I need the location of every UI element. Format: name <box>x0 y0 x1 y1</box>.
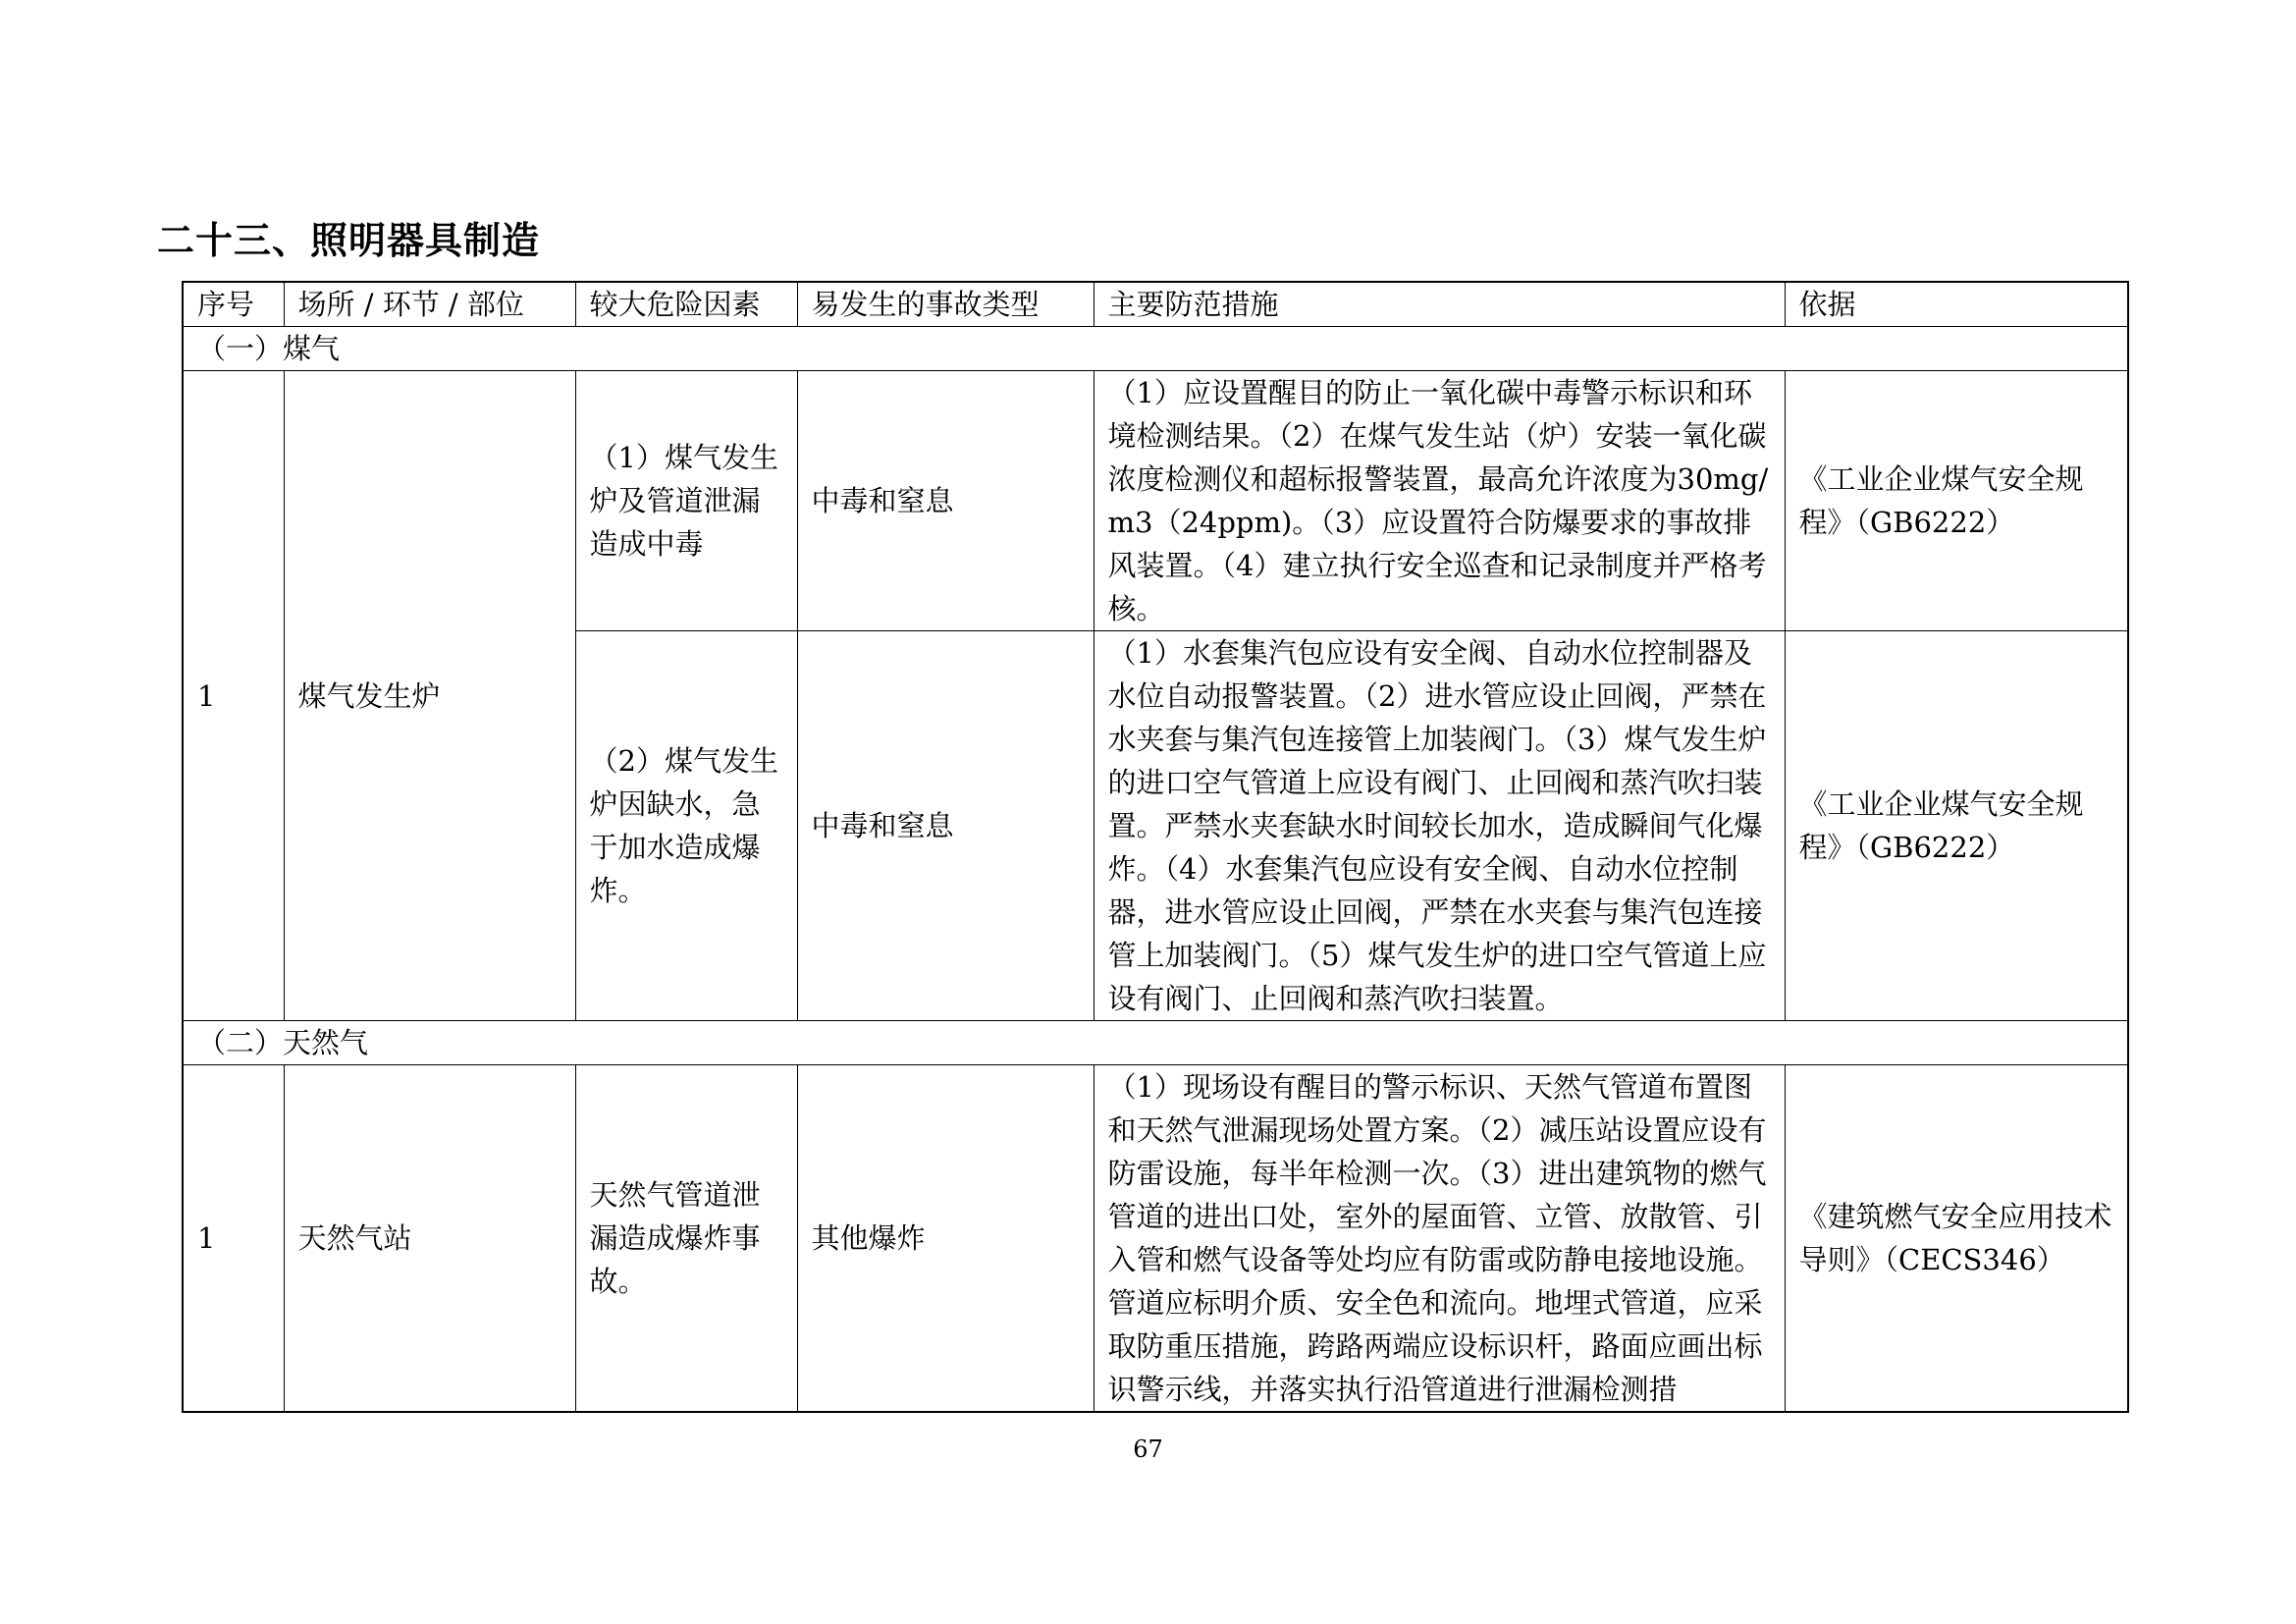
header-row <box>183 282 2128 327</box>
section-label: （一）煤气 <box>183 327 2128 371</box>
row-accident: 其他爆炸 <box>797 1065 1094 1413</box>
row-hazard: （1）煤气发生炉及管道泄漏造成中毒 <box>575 371 797 631</box>
header-basis: 依据 <box>1785 282 2128 327</box>
page-number: 67 <box>1133 1435 1163 1463</box>
header-place: 场所 / 环节 / 部位 <box>284 282 575 327</box>
hazard-table <box>182 281 2129 1413</box>
section-row-gas <box>183 327 2128 371</box>
header-no: 序号 <box>183 282 284 327</box>
section-label: （二）天然气 <box>183 1021 2128 1065</box>
row-hazard: 天然气管道泄漏造成爆炸事故。 <box>575 1065 797 1413</box>
page-title: 二十三、照明器具制造 <box>157 219 541 262</box>
section-row-natural-gas <box>183 1021 2128 1065</box>
row-place: 天然气站 <box>284 1065 575 1413</box>
row-accident: 中毒和窒息 <box>797 371 1094 631</box>
row-no: 1 <box>183 1065 284 1413</box>
row-basis: 《工业企业煤气安全规程》（GB6222） <box>1785 631 2128 1021</box>
row-accident: 中毒和窒息 <box>797 631 1094 1021</box>
row-basis: 《建筑燃气安全应用技术导则》（CECS346） <box>1785 1065 2128 1413</box>
table-row <box>183 1065 2128 1413</box>
row-measures: （1）现场设有醒目的警示标识、天然气管道布置图和天然气泄漏现场处置方案。（2）减压站设置应设有防雷设施，每半年检测一次。（3）进出建筑物的燃气管道的进出口处，室外的屋面管、立管、放散管、引入管和燃气设备等处均应有防雷或防静电接地设施。管道应标明介质、安全色和流向。地埋式管道，应采取防重压措施，跨路两端应设标识杆，路面应画出标识警示线，并落实执行沿管道进行泄漏检测措 <box>1094 1065 1785 1413</box>
row-place: 煤气发生炉 <box>284 371 575 1021</box>
row-no: 1 <box>183 371 284 1021</box>
row-hazard: （2）煤气发生炉因缺水，急于加水造成爆炸。 <box>575 631 797 1021</box>
header-measures: 主要防范措施 <box>1094 282 1785 327</box>
table-row <box>183 371 2128 631</box>
row-measures: （1）水套集汽包应设有安全阀、自动水位控制器及水位自动报警装置。（2）进水管应设止回阀，严禁在水夹套与集汽包连接管上加装阀门。（3）煤气发生炉的进口空气管道上应设有阀门、止回阀和蒸汽吹扫装置。严禁水夹套缺水时间较长加水，造成瞬间气化爆炸。（4）水套集汽包应设有安全阀、自动水位控制器，进水管应设止回阀，严禁在水夹套与集汽包连接管上加装阀门。（5）煤气发生炉的进口空气管道上应设有阀门、止回阀和蒸汽吹扫装置。 <box>1094 631 1785 1021</box>
header-hazard: 较大危险因素 <box>575 282 797 327</box>
row-basis: 《工业企业煤气安全规程》（GB6222） <box>1785 371 2128 631</box>
header-accident: 易发生的事故类型 <box>797 282 1094 327</box>
row-measures: （1）应设置醒目的防止一氧化碳中毒警示标识和环境检测结果。（2）在煤气发生站（炉）安装一氧化碳浓度检测仪和超标报警装置，最高允许浓度为30mg/m3（24ppm)。（3）应设置符合防爆要求的事故排风装置。（4）建立执行安全巡查和记录制度并严格考核。 <box>1094 371 1785 631</box>
